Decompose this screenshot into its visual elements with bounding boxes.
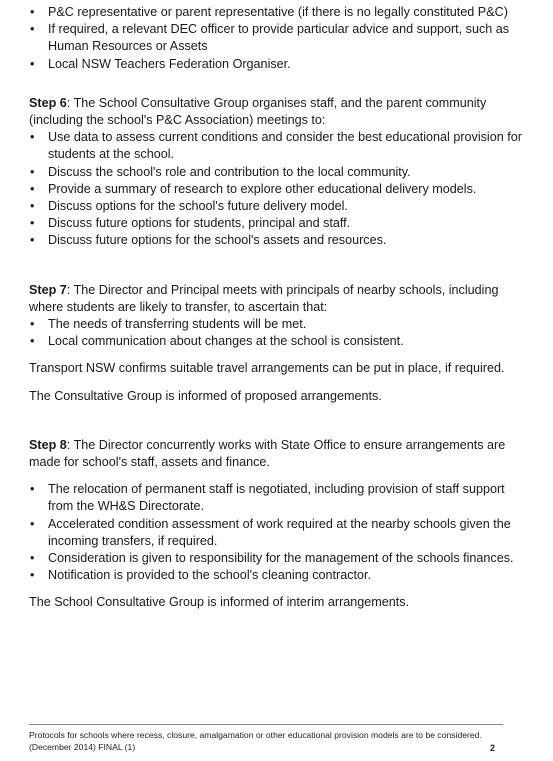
page-footer: Protocols for schools where recess, closure, amalgamation or other educational provision models are to be considered. (December 2014) FINAL (1): [29, 730, 482, 752]
step-7-consultative-paragraph: The Consultative Group is informed of proposed arrangements.: [29, 388, 382, 403]
step-6-label: Step 6: [29, 95, 67, 110]
footer-divider: [29, 724, 503, 725]
list-item: • Accelerated condition assessment of work required at the nearby schools given the incoming transfers, if required.: [29, 516, 529, 550]
list-item: • Discuss the school's role and contribution to the local community.: [29, 164, 529, 181]
step-8-list: [29, 481, 529, 584]
page-number: 2: [489, 743, 495, 753]
intro-list: [29, 4, 529, 73]
list-item: • Local NSW Teachers Federation Organiser.: [29, 56, 529, 73]
list-item: • Discuss future options for students, principal and staff.: [29, 215, 529, 232]
list-item: • Consideration is given to responsibility for the management of the schools finances.: [29, 550, 529, 567]
step-6-text: : The School Consultative Group organises staff, and the parent community (including the school's P&C Association) meetings to:: [29, 95, 487, 128]
step-7-heading: [29, 282, 529, 316]
step-6-list: [29, 129, 529, 249]
list-item: • If required, a relevant DEC officer to provide particular advice and support, such as Human Resources or Assets: [29, 21, 529, 55]
list-item: • Notification is provided to the school's cleaning contractor.: [29, 567, 529, 584]
list-item: • Discuss future options for the school's assets and resources.: [29, 232, 529, 249]
document-body: [29, 4, 529, 612]
list-item: • Provide a summary of research to explore other educational delivery models.: [29, 181, 529, 198]
list-item: • P&C representative or parent representative (if there is no legally constituted P&C): [29, 4, 529, 21]
step-7-text: : The Director and Principal meets with principals of nearby schools, including where students are likely to transfer, to ascertain that:: [29, 282, 499, 314]
list-item: • The relocation of permanent staff is negotiated, including provision of staff support from the WH&S Directorate.: [29, 481, 529, 515]
step-6-heading: [29, 95, 529, 129]
list-item: • Local communication about changes at the school is consistent.: [29, 333, 529, 350]
step-8-label: Step 8: [29, 437, 67, 452]
list-item: • Use data to assess current conditions and consider the best educational provision for students at the school.: [29, 129, 529, 163]
step-8-interim-paragraph: The School Consultative Group is informed of interim arrangements.: [29, 595, 410, 610]
step-7-transport-paragraph: Transport NSW confirms suitable travel arrangements can be put in place, if required.: [29, 361, 505, 376]
step-8-text: : The Director concurrently works with State Office to ensure arrangements are made for school's staff, assets and finance.: [29, 437, 506, 470]
list-item: • Discuss options for the school's future delivery model.: [29, 198, 529, 215]
step-8-heading: [29, 437, 529, 471]
list-item: • The needs of transferring students will be met.: [29, 316, 529, 333]
step-7-label: Step 7: [29, 282, 67, 297]
step-7-list: [29, 316, 529, 350]
